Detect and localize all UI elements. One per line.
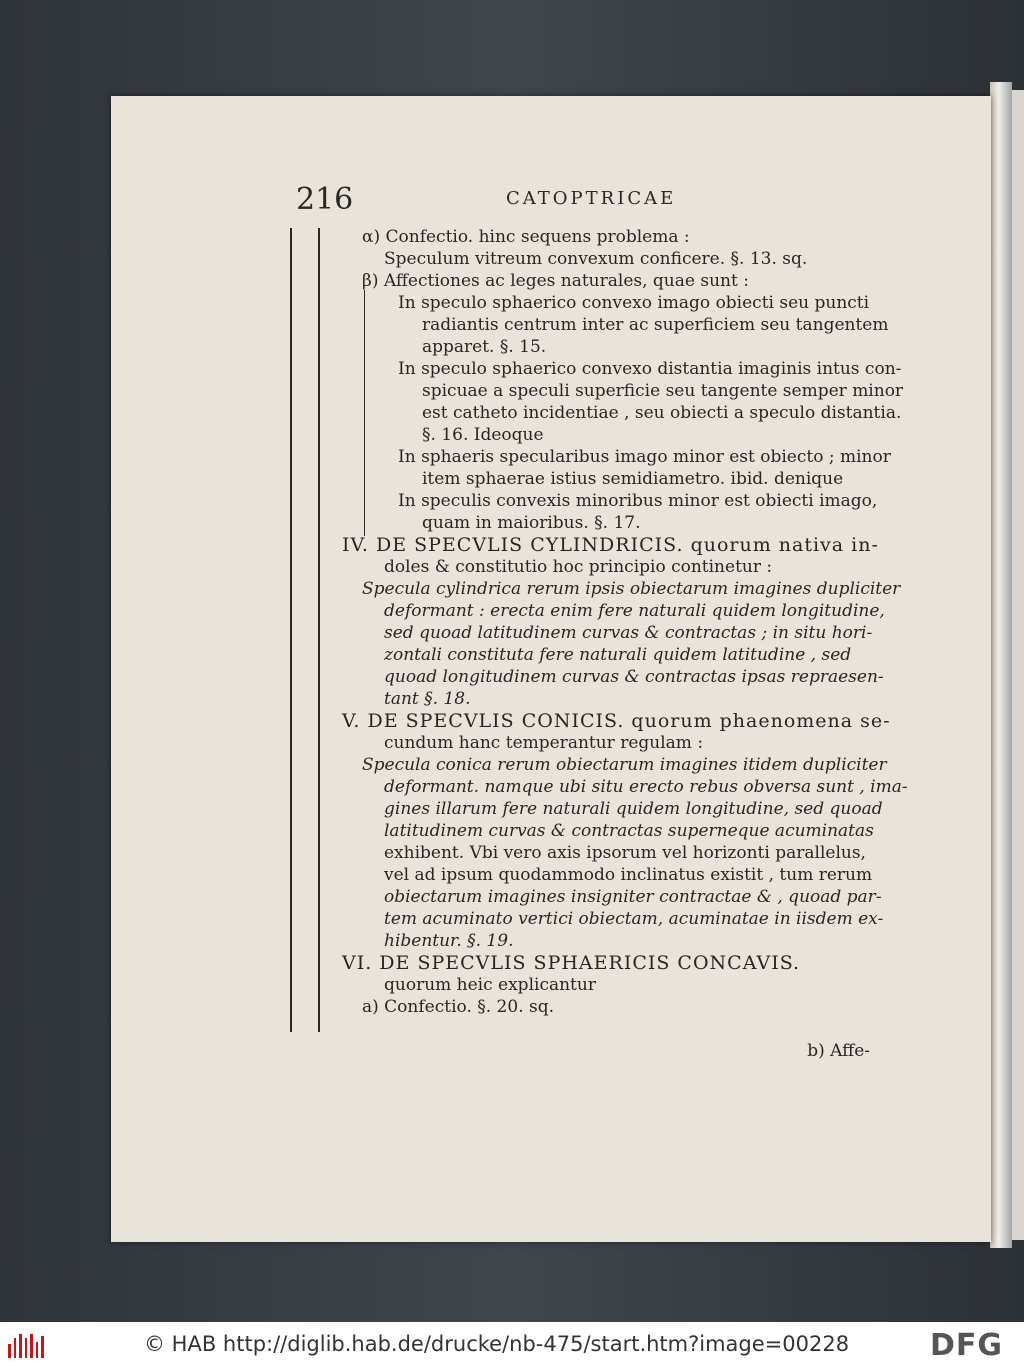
text-line: apparet. §. 15. [422,337,547,357]
text-line: Specula cylindrica rerum ipsis obiectarum imagines dupliciter [362,579,901,599]
text-line: §. 16. Ideoque [422,425,544,445]
text-line: hibentur. §. 19. [384,931,514,951]
running-head: CATOPTRICAE [506,188,677,209]
text-line: spicuae a speculi superficie seu tangente semper minor [422,381,904,401]
text-line: V. DE SPECVLIS CONICIS. quorum phaenomena se- [342,710,891,732]
footer-bar [0,1322,1024,1368]
text-line: Speculum vitreum convexum conficere. §. 13. sq. [384,249,808,269]
left-bracket-line-outer [290,228,292,1032]
page-number: 216 [296,182,354,217]
text-line: IV. DE SPECVLIS CYLINDRICIS. quorum nativa in- [342,534,879,556]
page-body [300,226,908,1062]
text-line: vel ad ipsum quodammodo inclinatus existit , tum rerum [384,865,873,885]
text-line: quoad longitudinem curvas & contractas ipsas repraesen- [384,667,884,687]
dfg-logo: DFG [930,1328,1004,1363]
hab-logo-icon [8,1332,44,1358]
text-line: deformant : erecta enim fere naturali quidem longitudine, [384,601,885,621]
text-line: In speculis convexis minoribus minor est obiecti imago, [398,491,878,511]
next-page-edge [1012,90,1024,1240]
text-line: b) Affe- [807,1041,870,1061]
text-line: doles & constitutio hoc principio continetur : [384,557,773,577]
text-line: radiantis centrum inter ac superficiem seu tangentem [422,315,889,335]
text-line: VI. DE SPECVLIS SPHAERICIS CONCAVIS. [342,952,801,974]
text-line: est catheto incidentiae , seu obiecti a speculo distantia. [422,403,902,423]
text-line: deformant. namque ubi situ erecto rebus obversa sunt , ima- [384,777,908,797]
text-line: cundum hanc temperantur regulam : [384,733,704,753]
page-edge [990,82,1012,1248]
text-line: Specula conica rerum obiectarum imagines itidem dupliciter [362,755,887,775]
page-header [296,182,896,222]
text-line: β) Affectiones ac leges naturales, quae sunt : [362,271,749,291]
text-line: item sphaerae istius semidiametro. ibid. denique [422,469,844,489]
text-line: tant §. 18. [384,689,471,709]
text-line: tem acuminato vertici obiectam, acuminatae in iisdem ex- [384,909,884,929]
text-line: latitudinem curvas & contractas superneque acuminatas [384,821,874,841]
text-line: In speculo sphaerico convexo distantia imaginis intus con- [398,359,902,379]
text-line: α) Confectio. hinc sequens problema : [362,227,690,247]
text-line: quam in maioribus. §. 17. [422,513,641,533]
text-line: gines illarum fere naturali quidem longitudine, sed quoad [384,799,883,819]
text-line: sed quoad latitudinem curvas & contractas ; in situ hori- [384,623,873,643]
text-line: a) Confectio. §. 20. sq. [362,997,555,1017]
text-line: quorum heic explicantur [384,975,596,995]
text-line: exhibent. Vbi vero axis ipsorum vel horizonti parallelus, [384,843,866,863]
text-line [300,1018,880,1040]
footer-credit-link[interactable]: © HAB http://diglib.hab.de/drucke/nb-475/start.htm?image=00228 [144,1332,850,1356]
text-line: In sphaeris specularibus imago minor est obiecto ; minor [398,447,891,467]
text-line: zontali constituta fere naturali quidem latitudine , sed [384,645,852,665]
text-line: obiectarum imagines insigniter contractae & , quoad par- [384,887,882,907]
text-line: In speculo sphaerico convexo imago obiecti seu puncti [398,293,870,313]
